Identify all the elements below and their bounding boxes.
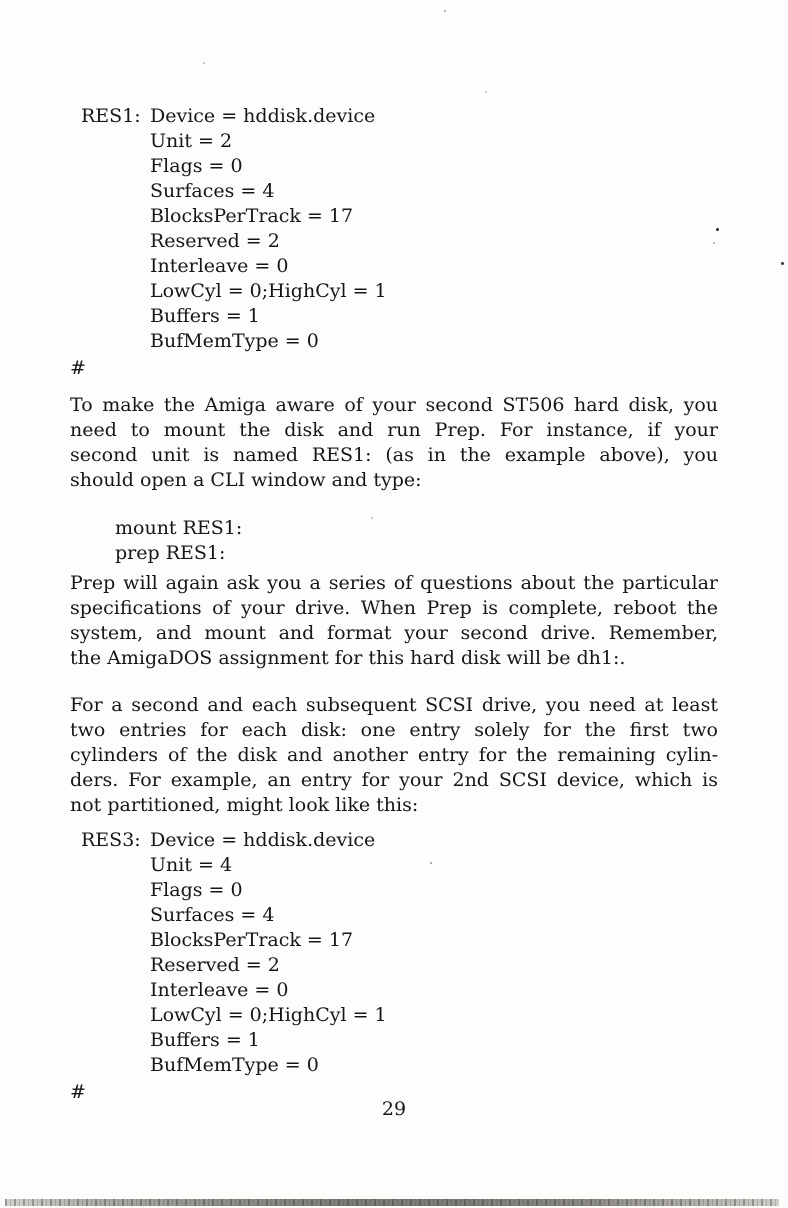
paragraph-1 — [70, 393, 718, 493]
mountlist-parameter: BufMemType = 0 — [150, 330, 319, 352]
paragraph-line: not partitioned, might look like this: — [70, 794, 419, 816]
mountlist-entry-res3 — [70, 828, 718, 1105]
scan-speck — [716, 228, 719, 231]
paragraph-line: specifications of your drive. When Prep is complete, reboot the — [70, 597, 718, 619]
scan-speck — [485, 91, 487, 93]
mountlist-parameter: BlocksPerTrack = 17 — [150, 929, 354, 951]
mountlist-parameter: LowCyl = 0;HighCyl = 1 — [150, 1004, 387, 1026]
cli-command-line: mount RES1: — [115, 517, 243, 539]
paragraph-line: need to mount the disk and run Prep. For instance, if your — [70, 419, 718, 441]
mountlist-entry-body — [70, 828, 718, 1078]
scan-speck — [444, 10, 446, 12]
mountlist-parameter: Interleave = 0 — [150, 255, 289, 277]
paragraph-line: Prep will again ask you a series of questions about the particular — [70, 572, 718, 594]
mountlist-parameter: Flags = 0 — [150, 879, 243, 901]
paragraph-line: To make the Amiga aware of your second ST506 hard disk, you — [70, 394, 718, 416]
mountlist-parameter: Device = hddisk.device — [150, 105, 376, 127]
document-page-content — [70, 104, 718, 1122]
paragraph-line: cylinders of the disk and another entry for the remaining cylin- — [70, 744, 718, 766]
mountlist-entry-body — [70, 104, 718, 354]
mountlist-entry-terminator: # — [70, 1081, 86, 1103]
cli-command-line: prep RES1: — [115, 542, 226, 564]
page-number: 29 — [381, 1098, 407, 1120]
paragraph-line: two entries for each disk: one entry solely for the first two — [70, 719, 718, 741]
mountlist-parameter: Surfaces = 4 — [150, 180, 275, 202]
scan-edge-band — [5, 1199, 779, 1206]
mountlist-parameter: BlocksPerTrack = 17 — [150, 205, 354, 227]
mountlist-entry-label: RES3: — [81, 829, 141, 851]
paragraph-line: For a second and each subsequent SCSI drive, you need at least — [70, 694, 718, 716]
paragraph-line: the AmigaDOS assignment for this hard disk will be dh1:. — [70, 647, 626, 669]
mountlist-parameter: Surfaces = 4 — [150, 904, 275, 926]
mountlist-parameter: Interleave = 0 — [150, 979, 289, 1001]
scan-speck — [713, 242, 715, 244]
scan-speck — [781, 262, 784, 265]
mountlist-parameter: Reserved = 2 — [150, 230, 280, 252]
mountlist-parameter: LowCyl = 0;HighCyl = 1 — [150, 280, 387, 302]
mountlist-entry-label: RES1: — [81, 105, 141, 127]
scan-speck — [430, 862, 432, 864]
paragraph-line: second unit is named RES1: (as in the example above), you — [70, 444, 718, 466]
mountlist-entry-terminator: # — [70, 357, 86, 379]
paragraph-line: should open a CLI window and type: — [70, 469, 422, 491]
mountlist-parameter: Reserved = 2 — [150, 954, 280, 976]
mountlist-parameter-list — [150, 104, 718, 354]
paragraph-line: ders. For example, an entry for your 2nd SCSI device, which is — [70, 769, 718, 791]
scan-speck — [203, 62, 205, 64]
mountlist-parameter-list — [150, 828, 718, 1078]
paragraph-3 — [70, 693, 718, 818]
mountlist-parameter: Unit = 2 — [150, 130, 233, 152]
paragraph-2 — [70, 571, 718, 671]
mountlist-parameter: Flags = 0 — [150, 155, 243, 177]
cli-command-block — [70, 516, 718, 566]
mountlist-parameter: Buffers = 1 — [150, 305, 260, 327]
mountlist-parameter: Device = hddisk.device — [150, 829, 376, 851]
mountlist-entry-res1 — [70, 104, 718, 381]
mountlist-parameter: Buffers = 1 — [150, 1029, 260, 1051]
mountlist-parameter: BufMemType = 0 — [150, 1054, 319, 1076]
paragraph-line: system, and mount and format your second drive. Remember, — [70, 622, 718, 644]
mountlist-parameter: Unit = 4 — [150, 854, 233, 876]
scan-speck — [371, 517, 373, 519]
